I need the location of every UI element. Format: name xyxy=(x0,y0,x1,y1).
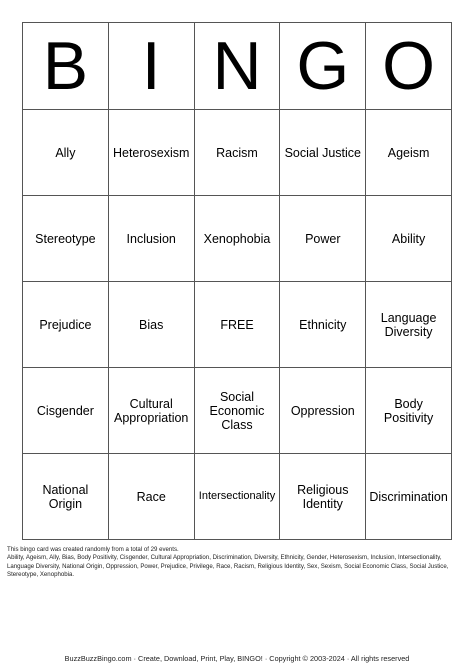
bingo-card xyxy=(22,22,452,540)
bingo-cell: National Origin xyxy=(23,454,109,540)
card-info-note xyxy=(7,546,467,580)
bingo-cell: Language Diversity xyxy=(366,282,452,368)
bingo-row xyxy=(23,454,452,540)
header-letter-b: B xyxy=(23,23,109,110)
bingo-cell: Inclusion xyxy=(108,196,194,282)
bingo-row xyxy=(23,196,452,282)
bingo-cell: Intersectionality xyxy=(194,454,280,540)
bingo-cell: Ability xyxy=(366,196,452,282)
bingo-cell: Discrimination xyxy=(366,454,452,540)
bingo-cell: Ageism xyxy=(366,110,452,196)
bingo-row xyxy=(23,282,452,368)
bingo-cell: Race xyxy=(108,454,194,540)
bingo-cell: Religious Identity xyxy=(280,454,366,540)
bingo-cell: Prejudice xyxy=(23,282,109,368)
bingo-cell: Body Positivity xyxy=(366,368,452,454)
header-letter-g: G xyxy=(280,23,366,110)
bingo-cell: Heterosexism xyxy=(108,110,194,196)
bingo-cell: Cultural Appropriation xyxy=(108,368,194,454)
bingo-cell: Ethnicity xyxy=(280,282,366,368)
bingo-cell: Racism xyxy=(194,110,280,196)
bingo-cell: Social Justice xyxy=(280,110,366,196)
bingo-cell: Xenophobia xyxy=(194,196,280,282)
bingo-cell: Stereotype xyxy=(23,196,109,282)
card-info-summary: This bingo card was created randomly from a total of 29 events. xyxy=(7,546,179,553)
card-info-event-list: Ability, Ageism, Ally, Bias, Body Positivity, Cisgender, Cultural Appropriation, Discrimination, Diversity, Ethnicity, Gender, Heterosexism, Inclusion, Intersectionality, Language Diversity, National Origin, Oppression, Power, Prejudice, Privilege, Race, Racism, Religious Identity, Sex, Sexism, Social Economic Class, Social Justice, Stereotype, Xenophobia. xyxy=(7,554,449,579)
free-space-cell: FREE xyxy=(194,282,280,368)
bingo-row xyxy=(23,110,452,196)
bingo-cell: Power xyxy=(280,196,366,282)
bingo-cell: Cisgender xyxy=(23,368,109,454)
header-letter-n: N xyxy=(194,23,280,110)
header-letter-o: O xyxy=(366,23,452,110)
page-footer: BuzzBuzzBingo.com · Create, Download, Print, Play, BINGO! · Copyright © 2003-2024 · All rights reserved xyxy=(64,654,410,663)
bingo-cell: Bias xyxy=(108,282,194,368)
bingo-cell: Social Economic Class xyxy=(194,368,280,454)
bingo-header-row xyxy=(23,23,452,110)
bingo-cell: Oppression xyxy=(280,368,366,454)
header-letter-i: I xyxy=(108,23,194,110)
bingo-cell: Ally xyxy=(23,110,109,196)
bingo-row xyxy=(23,368,452,454)
